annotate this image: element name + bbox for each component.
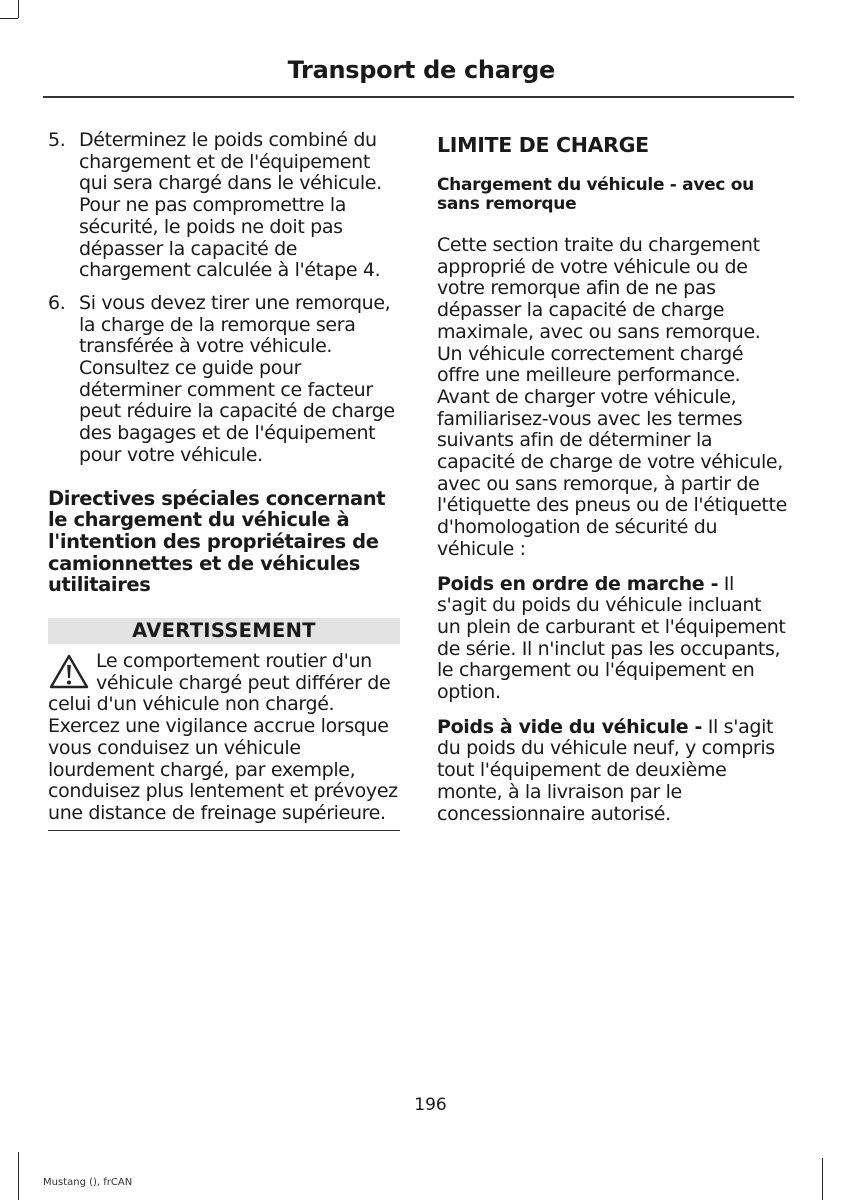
- warning-text: Le comportement routier d'un véhicule chargé peut différer de celui d'un véhicule non chargé. Exercez une vigilance accrue lorsque vous conduisez un véhicule lourdement chargé, par exemple, conduisez plus lentement et prévoyez une distance de freinage supérieure.: [48, 650, 398, 824]
- step-text: Déterminez le poids combiné du chargement et de l'équipement qui sera chargé dans le véhicule. Pour ne pas compromettre la sécurité, le poids ne doit pas dépasser la capacité de chargement calculée à l'étape 4.: [79, 129, 382, 282]
- warning-title: AVERTISSEMENT: [48, 618, 400, 644]
- step-text: Si vous devez tirer une remorque, la charge de la remorque sera transférée à votre véhicule. Consultez ce guide pour déterminer comment ce facteur peut réduire la capacité de charge des bagages et de l'équipement pour votre véhicule.: [79, 291, 395, 466]
- footer-text: Mustang (), frCAN: [43, 1177, 133, 1188]
- left-column: [48, 130, 400, 831]
- header-divider: [43, 96, 794, 98]
- warning-triangle-icon: [48, 653, 90, 691]
- right-column: [437, 130, 789, 838]
- definition-term: Poids à vide du véhicule -: [437, 715, 703, 738]
- definition-term: Poids en ordre de marche -: [437, 572, 719, 595]
- subsection-heading: Chargement du véhicule - avec ou sans remorque: [437, 175, 754, 214]
- list-item-step-5: [48, 130, 400, 282]
- intro-paragraph: Cette section traite du chargement approprié de votre véhicule ou de votre remorque afin de ne pas dépasser la capacité de charge maximale, avec ou sans remorque. Un véhicule correctement chargé offre une meilleure performance. Avant de charger votre véhicule, familiarisez-vous avec les termes suivants afin de déterminer la capacité de charge de votre véhicule, avec ou sans remorque, à partir de l'étiquette des pneus ou de l'étiquette d'homologation de sécurité du véhicule :: [437, 234, 787, 560]
- definition-text: Il s'agit du poids du véhicule incluant un plein de carburant et l'équipement de série. Il n'inclut pas les occupants, le chargement ou l'équipement en option.: [437, 572, 786, 704]
- crop-mark-bottom-left: [18, 1152, 19, 1200]
- step-number: 5.: [48, 129, 66, 151]
- crop-mark-bottom-right: [822, 1158, 823, 1200]
- section-heading: LIMITE DE CHARGE: [437, 133, 649, 157]
- warning-box: [48, 651, 400, 831]
- page-title: Transport de charge: [287, 56, 555, 84]
- definition-text: Il s'agit du poids du véhicule neuf, y compris tout l'équipement de deuxième monte, à la livraison par le concessionnaire autorisé.: [437, 715, 775, 825]
- step-number: 6.: [48, 291, 66, 314]
- crop-mark-top-left-h: [0, 18, 18, 19]
- special-guidelines-heading: Directives spéciales concernant le chargement du véhicule à l'intention des propriétaires de camionnettes et de véhicules utilitaires: [48, 486, 386, 597]
- definition-base-weight: [437, 717, 789, 826]
- page-number: 196: [414, 1095, 447, 1115]
- definition-curb-weight: [437, 574, 789, 704]
- list-item-step-6: [48, 293, 400, 467]
- crop-mark-top-left: [18, 0, 19, 18]
